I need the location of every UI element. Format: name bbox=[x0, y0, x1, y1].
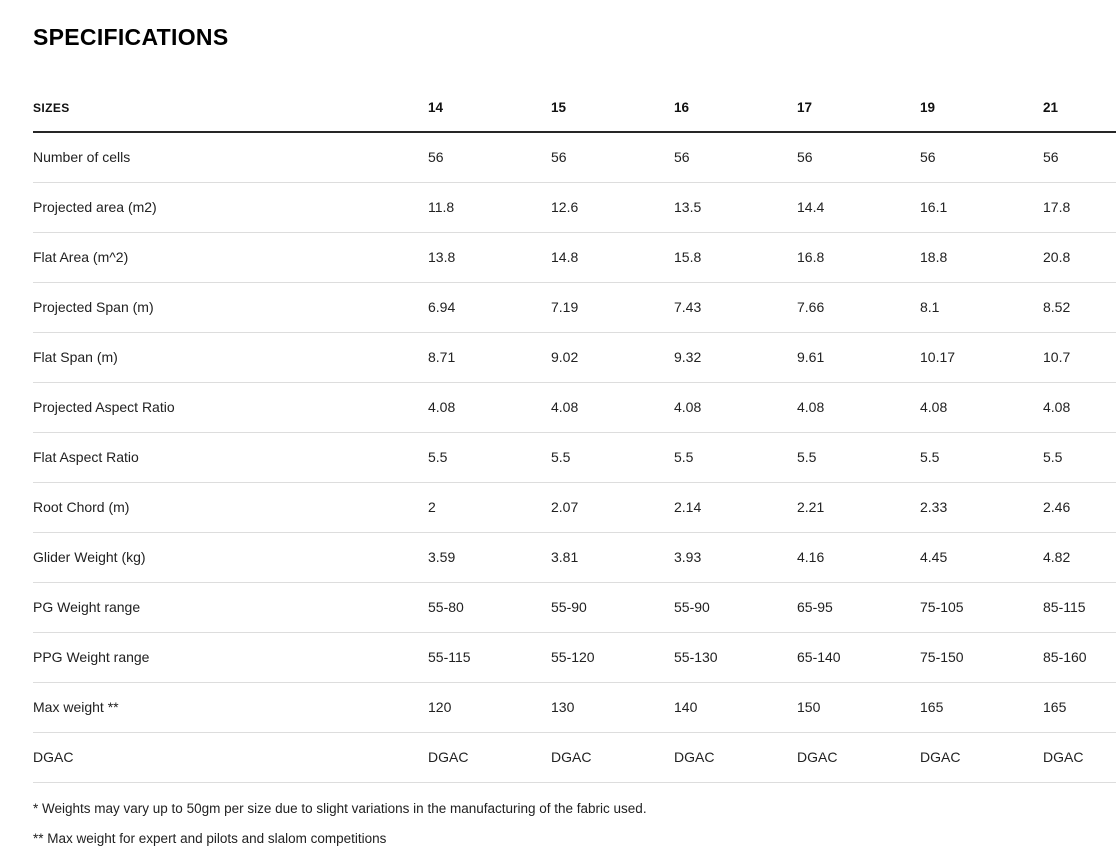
cell-value: 56 bbox=[797, 132, 920, 183]
cell-value: 75-150 bbox=[920, 633, 1043, 683]
cell-value: 4.08 bbox=[428, 383, 551, 433]
cell-value: 2.46 bbox=[1043, 483, 1116, 533]
table-row bbox=[33, 533, 1116, 583]
cell-value: 5.5 bbox=[797, 433, 920, 483]
cell-value: DGAC bbox=[674, 733, 797, 783]
size-column-header: 19 bbox=[920, 100, 1043, 132]
cell-value: 6.94 bbox=[428, 283, 551, 333]
table-row bbox=[33, 583, 1116, 633]
row-label: Number of cells bbox=[33, 132, 428, 183]
cell-value: 8.71 bbox=[428, 333, 551, 383]
table-row bbox=[33, 333, 1116, 383]
size-column-header: 21 bbox=[1043, 100, 1116, 132]
size-column-header: 17 bbox=[797, 100, 920, 132]
row-label: Flat Span (m) bbox=[33, 333, 428, 383]
cell-value: 56 bbox=[674, 132, 797, 183]
cell-value: 10.17 bbox=[920, 333, 1043, 383]
cell-value: 3.81 bbox=[551, 533, 674, 583]
row-label: Glider Weight (kg) bbox=[33, 533, 428, 583]
table-body bbox=[33, 132, 1116, 783]
row-label: Projected area (m2) bbox=[33, 183, 428, 233]
cell-value: 16.8 bbox=[797, 233, 920, 283]
cell-value: 4.08 bbox=[674, 383, 797, 433]
cell-value: 55-90 bbox=[551, 583, 674, 633]
cell-value: 55-90 bbox=[674, 583, 797, 633]
cell-value: 55-130 bbox=[674, 633, 797, 683]
cell-value: 7.19 bbox=[551, 283, 674, 333]
cell-value: 140 bbox=[674, 683, 797, 733]
row-label: DGAC bbox=[33, 733, 428, 783]
cell-value: 14.8 bbox=[551, 233, 674, 283]
cell-value: 3.93 bbox=[674, 533, 797, 583]
cell-value: 4.08 bbox=[920, 383, 1043, 433]
cell-value: 4.08 bbox=[797, 383, 920, 433]
cell-value: 2.07 bbox=[551, 483, 674, 533]
cell-value: 15.8 bbox=[674, 233, 797, 283]
row-label: PPG Weight range bbox=[33, 633, 428, 683]
footnotes bbox=[33, 799, 1116, 848]
cell-value: 20.8 bbox=[1043, 233, 1116, 283]
cell-value: 65-95 bbox=[797, 583, 920, 633]
row-label: PG Weight range bbox=[33, 583, 428, 633]
sizes-header-label: SIZES bbox=[33, 100, 428, 132]
cell-value: 12.6 bbox=[551, 183, 674, 233]
row-label: Max weight ** bbox=[33, 683, 428, 733]
row-label: Flat Aspect Ratio bbox=[33, 433, 428, 483]
cell-value: 8.52 bbox=[1043, 283, 1116, 333]
cell-value: 85-115 bbox=[1043, 583, 1116, 633]
cell-value: 7.43 bbox=[674, 283, 797, 333]
row-label: Projected Span (m) bbox=[33, 283, 428, 333]
cell-value: 85-160 bbox=[1043, 633, 1116, 683]
footnote-max-weight: ** Max weight for expert and pilots and slalom competitions bbox=[33, 831, 387, 846]
cell-value: 4.45 bbox=[920, 533, 1043, 583]
size-column-header: 16 bbox=[674, 100, 797, 132]
row-label: Projected Aspect Ratio bbox=[33, 383, 428, 433]
cell-value: 14.4 bbox=[797, 183, 920, 233]
cell-value: DGAC bbox=[920, 733, 1043, 783]
cell-value: 65-140 bbox=[797, 633, 920, 683]
cell-value: 4.08 bbox=[551, 383, 674, 433]
cell-value: 9.02 bbox=[551, 333, 674, 383]
cell-value: 5.5 bbox=[920, 433, 1043, 483]
cell-value: DGAC bbox=[551, 733, 674, 783]
cell-value: 130 bbox=[551, 683, 674, 733]
cell-value: 2 bbox=[428, 483, 551, 533]
cell-value: DGAC bbox=[1043, 733, 1116, 783]
cell-value: 150 bbox=[797, 683, 920, 733]
cell-value: 4.16 bbox=[797, 533, 920, 583]
footnote-weights-variance: * Weights may vary up to 50gm per size due to slight variations in the manufacturing of the fabric used. bbox=[33, 801, 647, 816]
cell-value: 18.8 bbox=[920, 233, 1043, 283]
cell-value: 9.32 bbox=[674, 333, 797, 383]
cell-value: 2.21 bbox=[797, 483, 920, 533]
cell-value: 16.1 bbox=[920, 183, 1043, 233]
cell-value: 55-120 bbox=[551, 633, 674, 683]
cell-value: 10.7 bbox=[1043, 333, 1116, 383]
cell-value: 56 bbox=[428, 132, 551, 183]
cell-value: DGAC bbox=[428, 733, 551, 783]
size-column-header: 14 bbox=[428, 100, 551, 132]
page-title: SPECIFICATIONS bbox=[33, 24, 229, 50]
cell-value: 5.5 bbox=[551, 433, 674, 483]
row-label: Root Chord (m) bbox=[33, 483, 428, 533]
cell-value: 8.1 bbox=[920, 283, 1043, 333]
cell-value: 56 bbox=[1043, 132, 1116, 183]
cell-value: 9.61 bbox=[797, 333, 920, 383]
table-row bbox=[33, 183, 1116, 233]
cell-value: 5.5 bbox=[428, 433, 551, 483]
table-row bbox=[33, 683, 1116, 733]
cell-value: 11.8 bbox=[428, 183, 551, 233]
cell-value: 56 bbox=[551, 132, 674, 183]
cell-value: 3.59 bbox=[428, 533, 551, 583]
cell-value: 2.14 bbox=[674, 483, 797, 533]
table-row bbox=[33, 283, 1116, 333]
row-label: Flat Area (m^2) bbox=[33, 233, 428, 283]
table-row bbox=[33, 233, 1116, 283]
table-row bbox=[33, 132, 1116, 183]
cell-value: 4.08 bbox=[1043, 383, 1116, 433]
size-column-header: 15 bbox=[551, 100, 674, 132]
cell-value: 13.8 bbox=[428, 233, 551, 283]
cell-value: 7.66 bbox=[797, 283, 920, 333]
cell-value: 75-105 bbox=[920, 583, 1043, 633]
cell-value: 4.82 bbox=[1043, 533, 1116, 583]
spec-table bbox=[33, 100, 1116, 783]
table-row bbox=[33, 383, 1116, 433]
table-row bbox=[33, 733, 1116, 783]
cell-value: DGAC bbox=[797, 733, 920, 783]
cell-value: 13.5 bbox=[674, 183, 797, 233]
cell-value: 5.5 bbox=[1043, 433, 1116, 483]
cell-value: 17.8 bbox=[1043, 183, 1116, 233]
cell-value: 165 bbox=[920, 683, 1043, 733]
table-row bbox=[33, 433, 1116, 483]
cell-value: 5.5 bbox=[674, 433, 797, 483]
cell-value: 165 bbox=[1043, 683, 1116, 733]
cell-value: 55-80 bbox=[428, 583, 551, 633]
table-header-row bbox=[33, 100, 1116, 132]
table-row bbox=[33, 633, 1116, 683]
cell-value: 2.33 bbox=[920, 483, 1043, 533]
cell-value: 120 bbox=[428, 683, 551, 733]
cell-value: 56 bbox=[920, 132, 1043, 183]
cell-value: 55-115 bbox=[428, 633, 551, 683]
table-row bbox=[33, 483, 1116, 533]
